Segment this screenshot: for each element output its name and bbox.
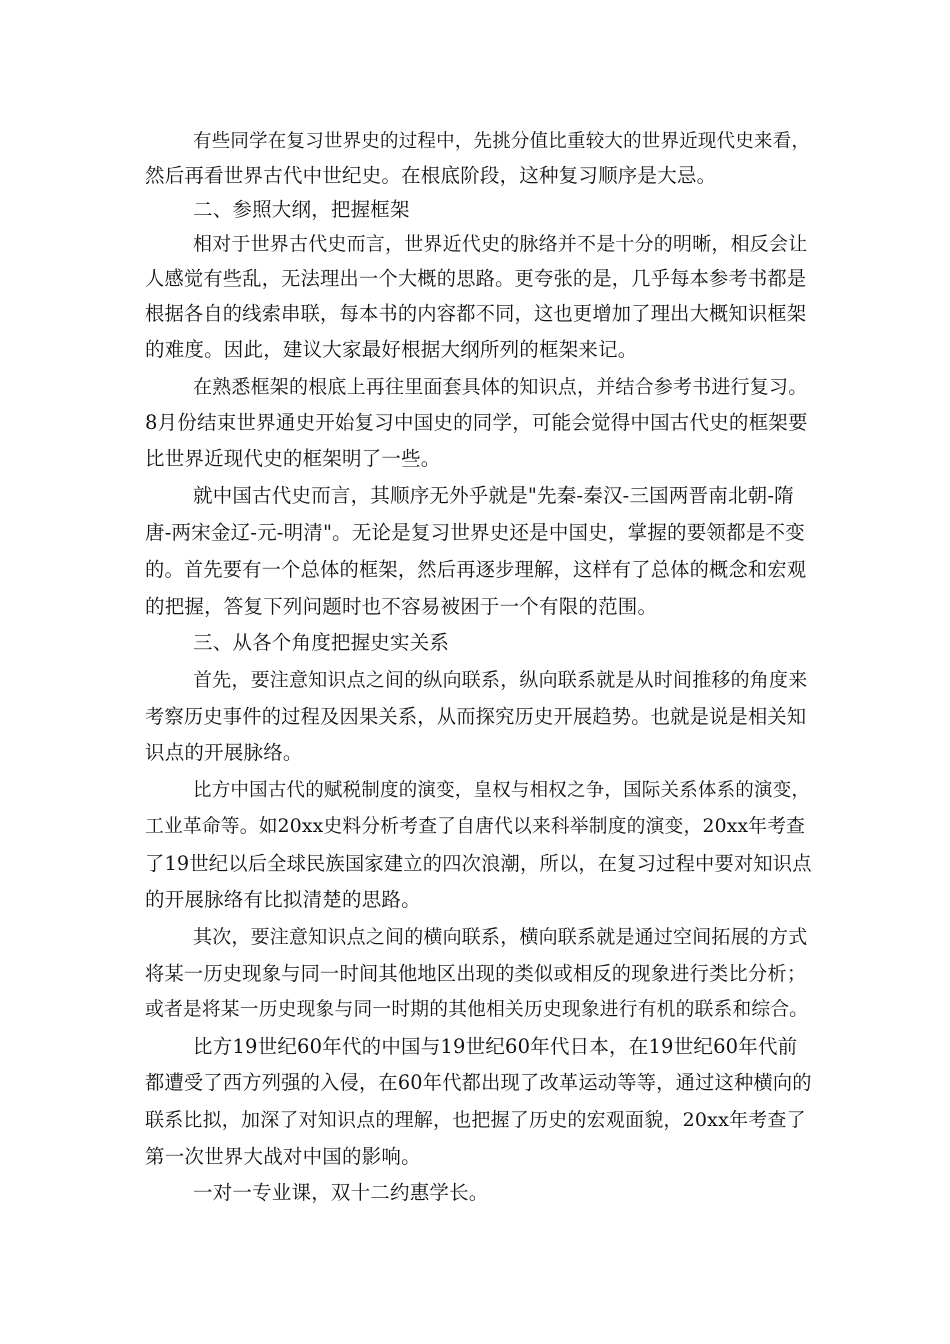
- text-line-27: 都遭受了西方列强的入侵，在60年代都出现了改革运动等等，通过这种横向的: [145, 1071, 812, 1094]
- text-line-24: 将某一历史现象与同一时间其他地区出现的类似或相反的现象进行类比分析；: [145, 962, 807, 985]
- text-line-5: 人感觉有些乱，无法理出一个大概的思路。更夸张的是，几乎每本参考书都是: [145, 267, 807, 290]
- section-heading-3: 三、从各个角度把握史实关系: [193, 631, 450, 654]
- text-line-23: 其次，要注意知识点之间的横向联系，横向联系就是通过空间拓展的方式: [193, 926, 808, 948]
- text-line-12: 唐-两宋金辽-元-明清"。无论是复习世界史还是中国史，掌握的要领都是不变: [145, 521, 805, 544]
- text-line-4: 相对于世界古代史而言，世界近代史的脉络并不是十分的明晰，相反会让: [193, 233, 808, 255]
- section-heading-2: 二、参照大纲，把握框架: [193, 198, 410, 221]
- text-line-14: 的把握，答复下列问题时也不容易被困于一个有限的范围。: [145, 595, 658, 618]
- text-line-28: 联系比拟，加深了对知识点的理解，也把握了历史的宏观面貌，20xx年考查了: [145, 1109, 806, 1131]
- text-line-13: 的。首先要有一个总体的框架，然后再逐步理解，这样有了总体的概念和宏观: [145, 558, 807, 581]
- text-line-1: 有些同学在复习世界史的过程中，先挑分值比重较大的世界近现代史来看，: [193, 131, 811, 152]
- text-line-6: 根据各自的线索串联，每本书的内容都不同，这也更增加了理出大概知识框架: [145, 302, 807, 325]
- text-line-9: 8月份结束世界通史开始复习中国史的同学，可能会觉得中国古代史的框架要: [145, 411, 808, 434]
- text-line-18: 识点的开展脉络。: [145, 741, 303, 764]
- text-line-8: 在熟悉框架的根底上再往里面套具体的知识点，并结合参考书进行复习。: [193, 376, 808, 398]
- text-line-22: 的开展脉络有比拟清楚的思路。: [145, 888, 421, 911]
- text-line-16: 首先，要注意知识点之间的纵向联系，纵向联系就是从时间推移的角度来: [193, 669, 808, 691]
- text-line-7: 的难度。因此，建议大家最好根据大纲所列的框架来记。: [145, 338, 638, 361]
- text-line-26: 比方19世纪60年代的中国与19世纪60年代日本，在19世纪60年代前: [193, 1035, 798, 1058]
- text-line-25: 或者是将某一历史现象与同一时期的其他相关历史现象进行有机的联系和综合。: [145, 999, 809, 1020]
- text-line-29: 第一次世界大战对中国的影响。: [145, 1145, 421, 1168]
- text-line-11: 就中国古代史而言，其顺序无外乎就是"先秦-秦汉-三国两晋南北朝-隋: [193, 484, 794, 507]
- text-line-20: 工业革命等。如20xx史料分析考查了自唐代以来科举制度的演变，20xx年考查: [145, 816, 806, 837]
- text-line-17: 考察历史事件的过程及因果关系，从而探究历史开展趋势。也就是说是相关知: [145, 705, 807, 728]
- text-line-10: 比世界近现代史的框架明了一些。: [145, 447, 441, 470]
- text-line-30: 一对一专业课，双十二约惠学长。: [193, 1181, 489, 1204]
- text-line-21: 了19世纪以后全球民族国家建立的四次浪潮，所以，在复习过程中要对知识点: [145, 852, 812, 875]
- text-line-2: 然后再看世界古代中世纪史。在根底阶段，这种复习顺序是大忌。: [145, 164, 717, 187]
- text-line-19: 比方中国古代的赋税制度的演变，皇权与相权之争，国际关系体系的演变，: [193, 780, 811, 801]
